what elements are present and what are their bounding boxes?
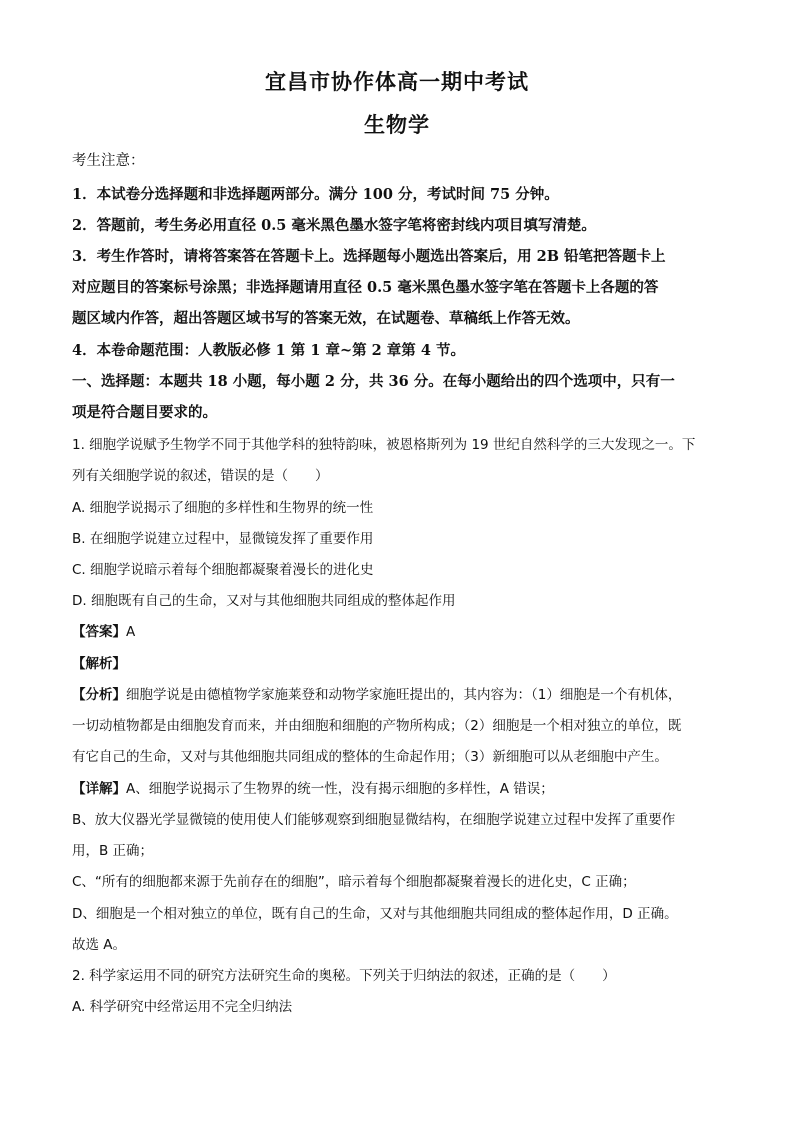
note-2: 2．答题前，考生务必用直径 0.5 毫米黑色墨水签字笔将密封线内项目填写清楚。 — [72, 217, 596, 234]
section-heading-line-2: 项是符合题目要求的。 — [72, 404, 217, 421]
answer-value: A — [126, 624, 136, 640]
q1-fenxi-line-1 — [72, 683, 722, 703]
subject-title: 生物学 — [364, 112, 430, 137]
q1-xiangjie-b-line-1: B、放大仪器光学显微镜的使用使人们能够观察到细胞显微结构，在细胞学说建立过程中发挥了重要作 — [72, 812, 676, 828]
q2-option-a: A. 科学研究中经常运用不完全归纳法 — [72, 999, 293, 1015]
fenxi-text-1: 细胞学说是由德植物学家施莱登和动物学家施旺提出的，其内容为：（1）细胞是一个有机体， — [126, 687, 682, 703]
note-3-line-1: 3．考生作答时，请将答案答在答题卡上。选择题每小题选出答案后，用 2B 铅笔把答题卡上 — [72, 248, 666, 265]
exam-title: 宜昌市协作体高一期中考试 — [265, 69, 529, 94]
xiangjie-a-text: A、细胞学说揭示了生物界的统一性，没有揭示细胞的多样性，A 错误； — [126, 781, 554, 797]
q1-xiangjie-b-line-2: 用，B 正确； — [72, 843, 154, 859]
xiangjie-tag: 【详解】 — [72, 781, 126, 797]
q1-xiangjie-d: D、细胞是一个相对独立的单位，既有自己的生命，又对与其他细胞共同组成的整体起作用，D 正确。 — [72, 906, 678, 922]
q2-stem: 2. 科学家运用不同的研究方法研究生命的奥秘。下列关于归纳法的叙述，正确的是（ ） — [72, 968, 616, 984]
q1-option-d: D. 细胞既有自己的生命，又对与其他细胞共同组成的整体起作用 — [72, 593, 456, 609]
note-3-line-2: 对应题目的答案标号涂黑；非选择题请用直径 0.5 毫米黑色墨水签字笔在答题卡上各题的答 — [72, 279, 659, 296]
q1-answer — [72, 620, 722, 640]
q1-stem-line-1: 1. 细胞学说赋予生物学不同于其他学科的独特韵味，被恩格斯列为 19 世纪自然科学的三大发现之一。下 — [72, 437, 696, 453]
q1-conclusion: 故选 A。 — [72, 937, 127, 953]
fenxi-tag: 【分析】 — [72, 687, 126, 703]
note-3-line-3: 题区域内作答，超出答题区域书写的答案无效，在试题卷、草稿纸上作答无效。 — [72, 310, 580, 327]
q1-fenxi-line-3: 有它自己的生命，又对与其他细胞共同组成的整体的生命起作用；（3）新细胞可以从老细胞中产生。 — [72, 749, 668, 765]
q1-xiangjie-c: C、“所有的细胞都来源于先前存在的细胞”，暗示着每个细胞都凝聚着漫长的进化史，C 正确； — [72, 874, 636, 890]
note-1: 1．本试卷分选择题和非选择题两部分。满分 100 分，考试时间 75 分钟。 — [72, 186, 559, 203]
q1-fenxi-line-2: 一切动植物都是由细胞发育而来，并由细胞和细胞的产物所构成；（2）细胞是一个相对独立的单位，既 — [72, 718, 682, 734]
note-4: 4．本卷命题范围：人教版必修 1 第 1 章~第 2 章第 4 节。 — [72, 342, 465, 359]
q1-option-b: B. 在细胞学说建立过程中，显微镜发挥了重要作用 — [72, 531, 374, 547]
q1-jiexi — [72, 652, 722, 672]
q1-xiangjie-a — [72, 777, 722, 797]
q1-stem-line-2: 列有关细胞学说的叙述，错误的是（ ） — [72, 468, 329, 484]
answer-tag: 【答案】 — [72, 624, 126, 640]
section-heading-line-1: 一、选择题：本题共 18 小题，每小题 2 分，共 36 分。在每小题给出的四个选项中，只有一 — [72, 373, 675, 390]
notes-heading: 考生注意： — [72, 153, 145, 169]
q1-option-c: C. 细胞学说暗示着每个细胞都凝聚着漫长的进化史 — [72, 562, 374, 578]
q1-option-a: A. 细胞学说揭示了细胞的多样性和生物界的统一性 — [72, 500, 374, 516]
jiexi-tag: 【解析】 — [72, 656, 126, 672]
